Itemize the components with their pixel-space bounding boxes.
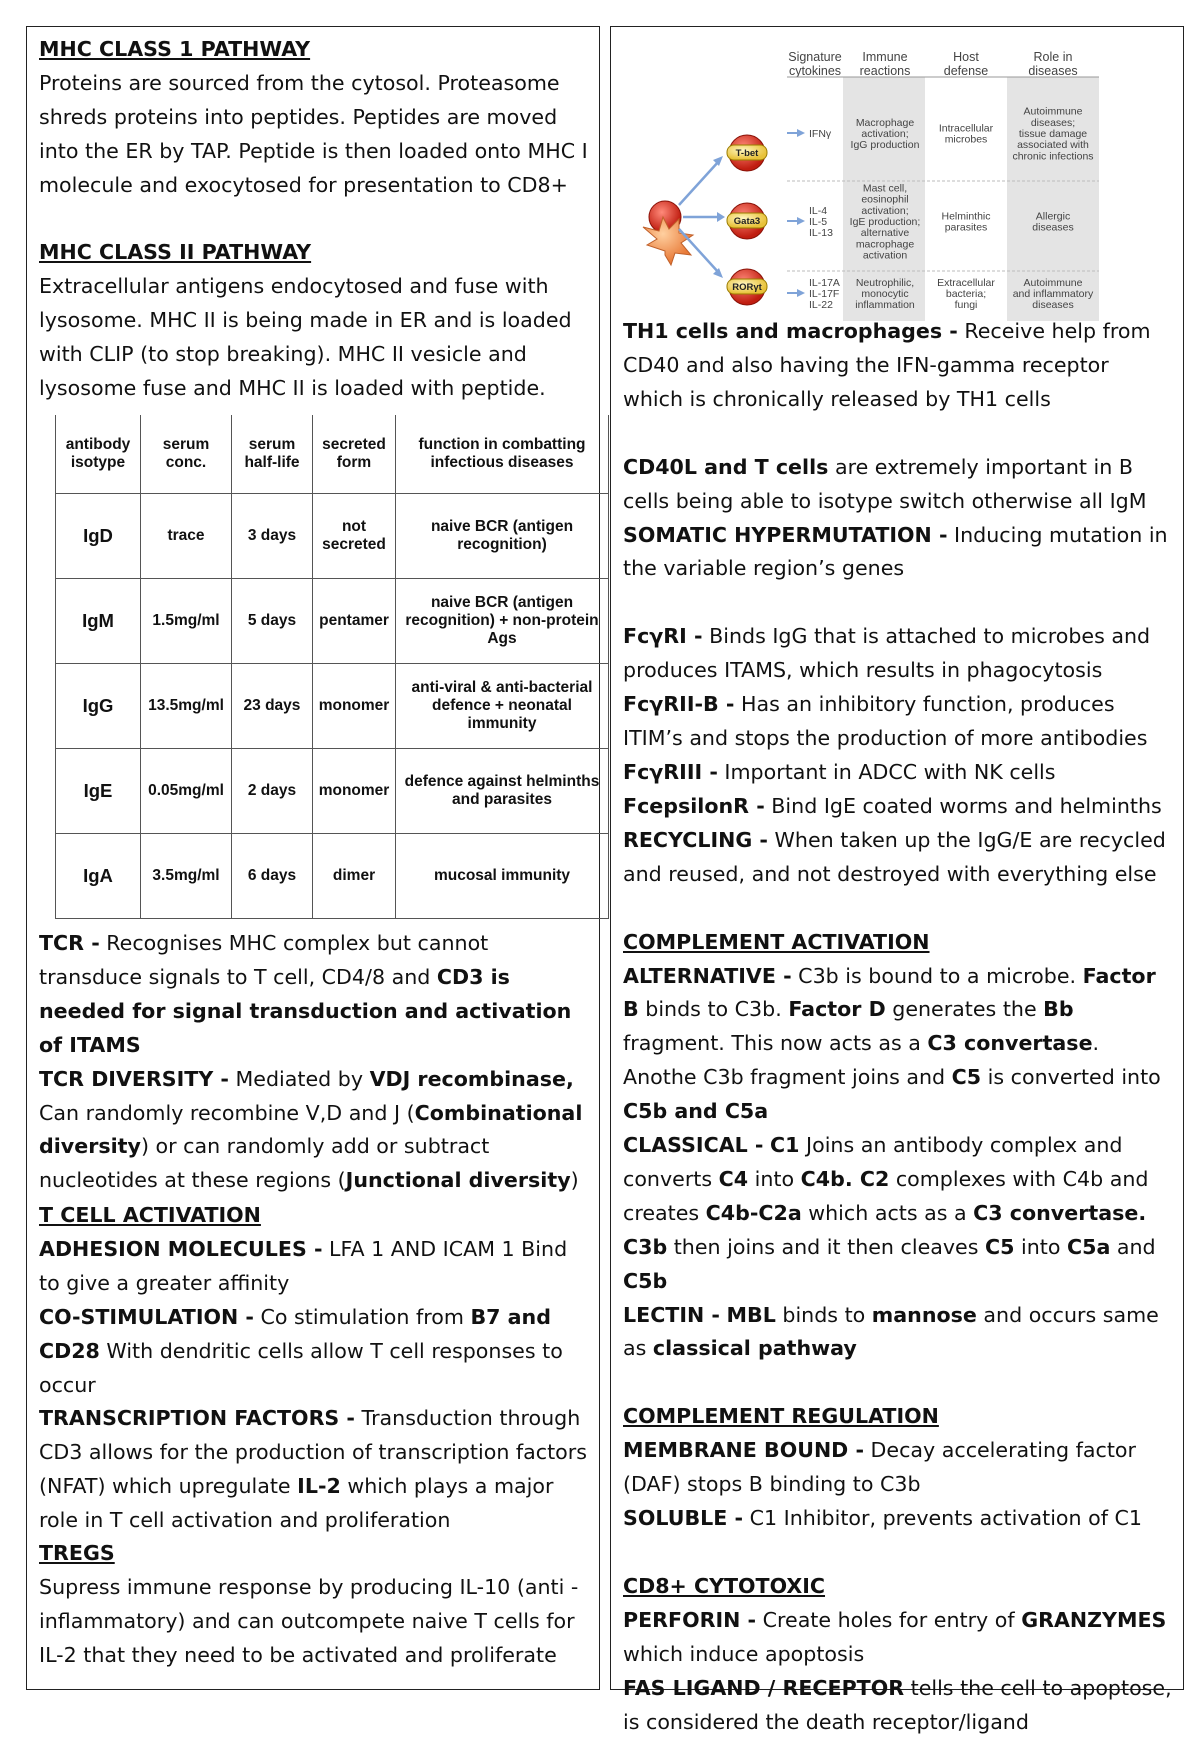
left-column	[26, 26, 600, 1690]
cell-form: pentamer	[313, 579, 396, 664]
fig-cell-cytokines: IL-4 IL-5 IL-13	[809, 204, 833, 240]
cell-isotype: IgG	[56, 664, 141, 749]
recycling-text: When taken up the IgG/E are recycled and reused, and not destroyed with everything else	[623, 827, 1166, 886]
tcr-div-bold: VDJ recombinase,	[369, 1066, 574, 1091]
recycling-term: RECYCLING -	[623, 827, 768, 852]
tcr-section	[39, 927, 591, 1198]
tcr-diversity-paragraph	[39, 1063, 591, 1199]
th1-paragraph	[623, 315, 1175, 417]
cla-bold: C5a	[1067, 1234, 1111, 1259]
cla-text: into	[748, 1166, 801, 1191]
effector-cell-tbet	[727, 135, 767, 171]
tf-label: Gata3	[733, 216, 761, 227]
table-row	[56, 579, 609, 664]
adhesion-paragraph	[39, 1233, 591, 1301]
fce-paragraph	[623, 790, 1175, 824]
adhesion-term: ADHESION MOLECULES -	[39, 1236, 323, 1261]
mhc1-section	[39, 33, 591, 203]
tf-label: RORγt	[732, 282, 762, 293]
adhesion-text: LFA 1 AND ICAM 1 Bind to give a greater affinity	[39, 1236, 568, 1295]
cd40-paragraph	[623, 451, 1175, 519]
fig-header-disease: Role in diseases	[1028, 50, 1078, 78]
cla-bold: C4b-C2a	[705, 1200, 802, 1225]
cell-isotype: IgD	[56, 494, 141, 579]
cla-bold: C1	[770, 1133, 800, 1158]
lec-bold: MBL	[726, 1302, 776, 1327]
shm-term: SOMATIC HYPERMUTATION -	[623, 522, 948, 547]
fig-header-cytokines: Signature cytokines	[788, 50, 842, 78]
fc2-text: Has an inhibitory function, produces ITIM’s and stops the production of more antibodies	[623, 692, 1148, 751]
cell-isotype: IgE	[56, 749, 141, 834]
cell-function: naive BCR (antigen recognition)	[396, 494, 609, 579]
cla-bold: C4b. C2	[800, 1166, 890, 1191]
alt-text: generates the	[885, 997, 1044, 1022]
tcr-div-text: )	[570, 1168, 579, 1193]
cell-conc: 1.5mg/ml	[141, 579, 232, 664]
mhc1-body: Proteins are sourced from the cytosol. Proteasome shreds proteins into peptides. Peptides are moved into the ER by TAP. Peptide is then loaded onto MHC I molecule and exocytosed for presentation to CD8+	[39, 70, 588, 197]
cell-half-life: 6 days	[232, 834, 313, 919]
th1-section	[623, 315, 1175, 1740]
fig-cell-cytokines: IL-17A IL-17F IL-22	[809, 276, 840, 312]
th1-text: Receive help from CD40 and also having the IFN-gamma receptor which is chronically released by TH1 cells	[623, 319, 1151, 411]
tcr-div-bold: Combinational diversity	[39, 1100, 583, 1159]
tf-bold: IL-2	[297, 1474, 341, 1499]
mhc1-heading: MHC CLASS 1 PATHWAY	[39, 37, 311, 61]
table-row	[56, 834, 609, 919]
cell-conc: 13.5mg/ml	[141, 664, 232, 749]
membrane-bound-text: Decay accelerating factor (DAF) stops B binding to C3b	[623, 1438, 1136, 1497]
fc2-paragraph	[623, 688, 1175, 756]
fc3-term: FcγRIII -	[623, 759, 718, 784]
alt-bold: Bb	[1043, 997, 1074, 1022]
shm-text: Inducing mutation in the variable region’s genes	[623, 522, 1168, 581]
lec-text: binds to	[775, 1302, 872, 1327]
fig-cell-defense: Extracellular bacteria; fungi	[937, 276, 995, 312]
fas-term: FAS LIGAND / RECEPTOR	[623, 1675, 905, 1700]
cell-form: monomer	[313, 664, 396, 749]
shm-paragraph	[623, 519, 1175, 587]
tcell-heading: T CELL ACTIVATION	[39, 1203, 261, 1227]
fas-text: tells the cell to apoptose, is considered the death receptor/ligand	[623, 1675, 1172, 1734]
header-conc: serum conc.	[141, 415, 232, 494]
fig-cell-disease: Autoimmune and inflammatory diseases	[1012, 276, 1094, 312]
tcr-diversity-term: TCR DIVERSITY -	[39, 1066, 229, 1091]
fig-cell-defense: Intracellular microbes	[938, 122, 994, 146]
tcr-div-text: ) or can randomly add or subtract nucleotides at these regions (	[39, 1134, 490, 1193]
header-half-life: serum half-life	[232, 415, 313, 494]
cd8-heading: CD8+ CYTOTOXIC	[623, 1574, 826, 1598]
alt-bold: Factor B	[623, 963, 1156, 1022]
cell-half-life: 5 days	[232, 579, 313, 664]
mhc2-body: Extracellular antigens endocytosed and fuse with lysosome. MHC II is being made in ER and is loaded with CLIP (to stop breaking). MHC II vesicle and lysosome fuse and MHC II is loaded with peptide.	[39, 273, 572, 400]
cell-half-life: 2 days	[232, 749, 313, 834]
fig-header-l1: Signature	[788, 50, 842, 64]
fig-header-reactions: Immune reactions	[859, 50, 911, 78]
cell-isotype: IgA	[56, 834, 141, 919]
fc2-term: FcγRII-B -	[623, 692, 735, 717]
soluble-text: C1 Inhibitor, prevents activation of C1	[743, 1506, 1142, 1531]
alternative-term: ALTERNATIVE -	[623, 963, 792, 988]
alt-bold: Factor D	[788, 997, 886, 1022]
cell-form: monomer	[313, 749, 396, 834]
fc3-paragraph	[623, 756, 1175, 790]
recycling-paragraph	[623, 824, 1175, 892]
fig-cell-disease: Allergic diseases	[1032, 210, 1074, 234]
costim-bold: B7 and CD28	[39, 1304, 551, 1363]
alt-text: C3b is bound to a microbe.	[791, 963, 1083, 988]
cla-bold: C5	[985, 1234, 1015, 1259]
effector-cell-rorgt	[727, 269, 767, 305]
mhc2-heading: MHC CLASS II PATHWAY	[39, 240, 312, 264]
cla-text: complexes with C4b and creates	[623, 1166, 1149, 1225]
cell-function: naive BCR (antigen recognition) + non-protein Ags	[396, 579, 609, 664]
cla-bold: C3 convertase. C3b	[623, 1200, 1147, 1259]
alt-bold: C3 convertase	[927, 1031, 1093, 1056]
cell-form: not secreted	[313, 494, 396, 579]
th1-term: TH1 cells and macrophages -	[623, 319, 958, 343]
cell-conc: trace	[141, 494, 232, 579]
fig-cell-cytokines: IFNγ	[809, 128, 832, 140]
costim-term: CO-STIMULATION -	[39, 1304, 254, 1329]
tcr-div-text: Mediated by	[228, 1066, 370, 1091]
cell-function: mucosal immunity	[396, 834, 609, 919]
costim-text: With dendritic cells allow T cell responses to occur	[39, 1338, 563, 1397]
tf-text: Transduction through CD3 allows for the production of transcription factors (NFAT) which upregulate	[39, 1406, 587, 1499]
mhc2-section	[39, 236, 591, 406]
fc1-term: FcγRI -	[623, 624, 703, 649]
fc1-paragraph	[623, 620, 1175, 688]
cell-conc: 0.05mg/ml	[141, 749, 232, 834]
cell-isotype: IgM	[56, 579, 141, 664]
soluble-term: SOLUBLE -	[623, 1506, 744, 1531]
effector-cell-gata3	[727, 203, 767, 239]
alt-text: is converted into	[981, 1065, 1161, 1090]
cd40-text: are extremely important in B cells being able to isotype switch otherwise all IgM	[623, 454, 1147, 513]
tcell-section	[39, 1199, 591, 1538]
cell-half-life: 23 days	[232, 664, 313, 749]
header-form: secreted form	[313, 415, 396, 494]
tf-text: which plays a major role in T cell activation and proliferation	[39, 1474, 554, 1533]
table-row	[56, 494, 609, 579]
fig-cell-defense: Helminthic parasites	[941, 210, 991, 234]
soluble-paragraph	[623, 1502, 1175, 1536]
right-column	[610, 26, 1184, 1734]
tregs-section	[39, 1537, 591, 1673]
fig-cell-reactions: Mast cell, eosinophil activation; IgE production; alternative macrophage activation	[849, 182, 921, 262]
membrane-bound-paragraph	[623, 1434, 1175, 1502]
classical-paragraph	[623, 1129, 1175, 1299]
cla-text: Joins an antibody complex and converts	[623, 1133, 1123, 1191]
tf-term: TRANSCRIPTION FACTORS -	[39, 1406, 355, 1431]
alt-text: fragment. This now acts as a	[623, 1031, 928, 1056]
lec-text: and occurs same as	[623, 1302, 1159, 1361]
tregs-heading: TREGS	[39, 1541, 115, 1565]
cell-function: defence against helminths and parasites	[396, 749, 609, 834]
tcr-bold: CD3 is needed for signal transduction and activation of ITAMS	[39, 964, 572, 1057]
fce-term: FcepsilonR -	[623, 793, 765, 818]
antibody-table-header	[56, 415, 609, 494]
cell-half-life: 3 days	[232, 494, 313, 579]
fig-cell-reactions: Neutrophilic, monocytic inflammation	[855, 276, 915, 312]
tcr-text: Recognises MHC complex but cannot transduce signals to T cell, CD4/8 and	[39, 931, 489, 989]
tregs-body: Supress immune response by producing IL-10 (anti -inflammatory) and can outcompete naive T cells for IL-2 that they need to be activated and proliferate	[39, 1574, 579, 1667]
lectin-term: LECTIN -	[623, 1302, 720, 1327]
lec-bold: mannose	[871, 1302, 977, 1327]
cell-form: dimer	[313, 834, 396, 919]
tf-label: T-bet	[735, 148, 759, 159]
costim-text: Co stimulation from	[253, 1304, 471, 1329]
cla-text: into	[1014, 1234, 1067, 1259]
cd40-term: CD40L and T cells	[623, 454, 829, 479]
tf-paragraph	[39, 1402, 591, 1538]
perforin-bold: GRANZYMES	[1021, 1607, 1167, 1632]
perforin-paragraph	[623, 1604, 1175, 1672]
alt-text: binds to C3b.	[638, 997, 789, 1022]
cla-bold: C4	[718, 1166, 749, 1191]
table-row	[56, 749, 609, 834]
lectin-paragraph	[623, 1299, 1175, 1367]
cla-bold: C5b	[623, 1268, 668, 1293]
complement-regulation-heading: COMPLEMENT REGULATION	[623, 1404, 939, 1429]
th-differentiation-figure	[621, 35, 1173, 321]
cla-text: which acts as a	[801, 1200, 974, 1225]
tcr-div-text: Can randomly recombine V,D and J (	[39, 1100, 415, 1125]
perforin-term: PERFORIN -	[623, 1607, 757, 1632]
alternative-paragraph	[623, 960, 1175, 1130]
alt-bold: C5b and C5a	[623, 1099, 769, 1124]
perforin-text: which induce apoptosis	[623, 1641, 865, 1666]
fc3-text: Important in ADCC with NK cells	[717, 759, 1056, 784]
tcr-paragraph	[39, 927, 591, 1063]
fas-paragraph	[623, 1672, 1175, 1740]
cell-function: anti-viral & anti-bacterial defence + neonatal immunity	[396, 664, 609, 749]
fc1-text: Binds IgG that is attached to microbes and produces ITAMS, which results in phagocytosis	[623, 624, 1151, 683]
alt-bold: C5	[951, 1065, 982, 1090]
antibody-table	[55, 415, 609, 913]
header-isotype: antibody isotype	[56, 415, 141, 494]
alt-text: . Anothe C3b fragment joins and	[623, 1031, 1100, 1090]
tcr-term: TCR -	[39, 931, 100, 955]
cell-conc: 3.5mg/ml	[141, 834, 232, 919]
membrane-bound-term: MEMBRANE BOUND -	[623, 1438, 864, 1463]
classical-term: CLASSICAL -	[623, 1133, 764, 1158]
fce-text: Bind IgE coated worms and helminths	[764, 793, 1162, 818]
fig-header-defense: Host defense	[943, 50, 989, 78]
cla-text: then joins and it then cleaves	[667, 1234, 985, 1259]
complement-activation-heading: COMPLEMENT ACTIVATION	[623, 929, 930, 954]
fig-cell-reactions: Macrophage activation; IgG production	[850, 116, 920, 152]
costim-paragraph	[39, 1301, 591, 1403]
perforin-text: Create holes for entry of	[756, 1607, 1022, 1632]
header-function: function in combatting infectious diseases	[396, 415, 609, 494]
lec-bold: classical pathway	[652, 1336, 857, 1361]
tcr-div-bold: Junctional diversity	[345, 1168, 571, 1193]
fig-cell-disease: Autoimmune diseases; tissue damage associated with chronic infections	[1012, 105, 1094, 163]
cla-text: and	[1110, 1234, 1156, 1259]
table-row	[56, 664, 609, 749]
